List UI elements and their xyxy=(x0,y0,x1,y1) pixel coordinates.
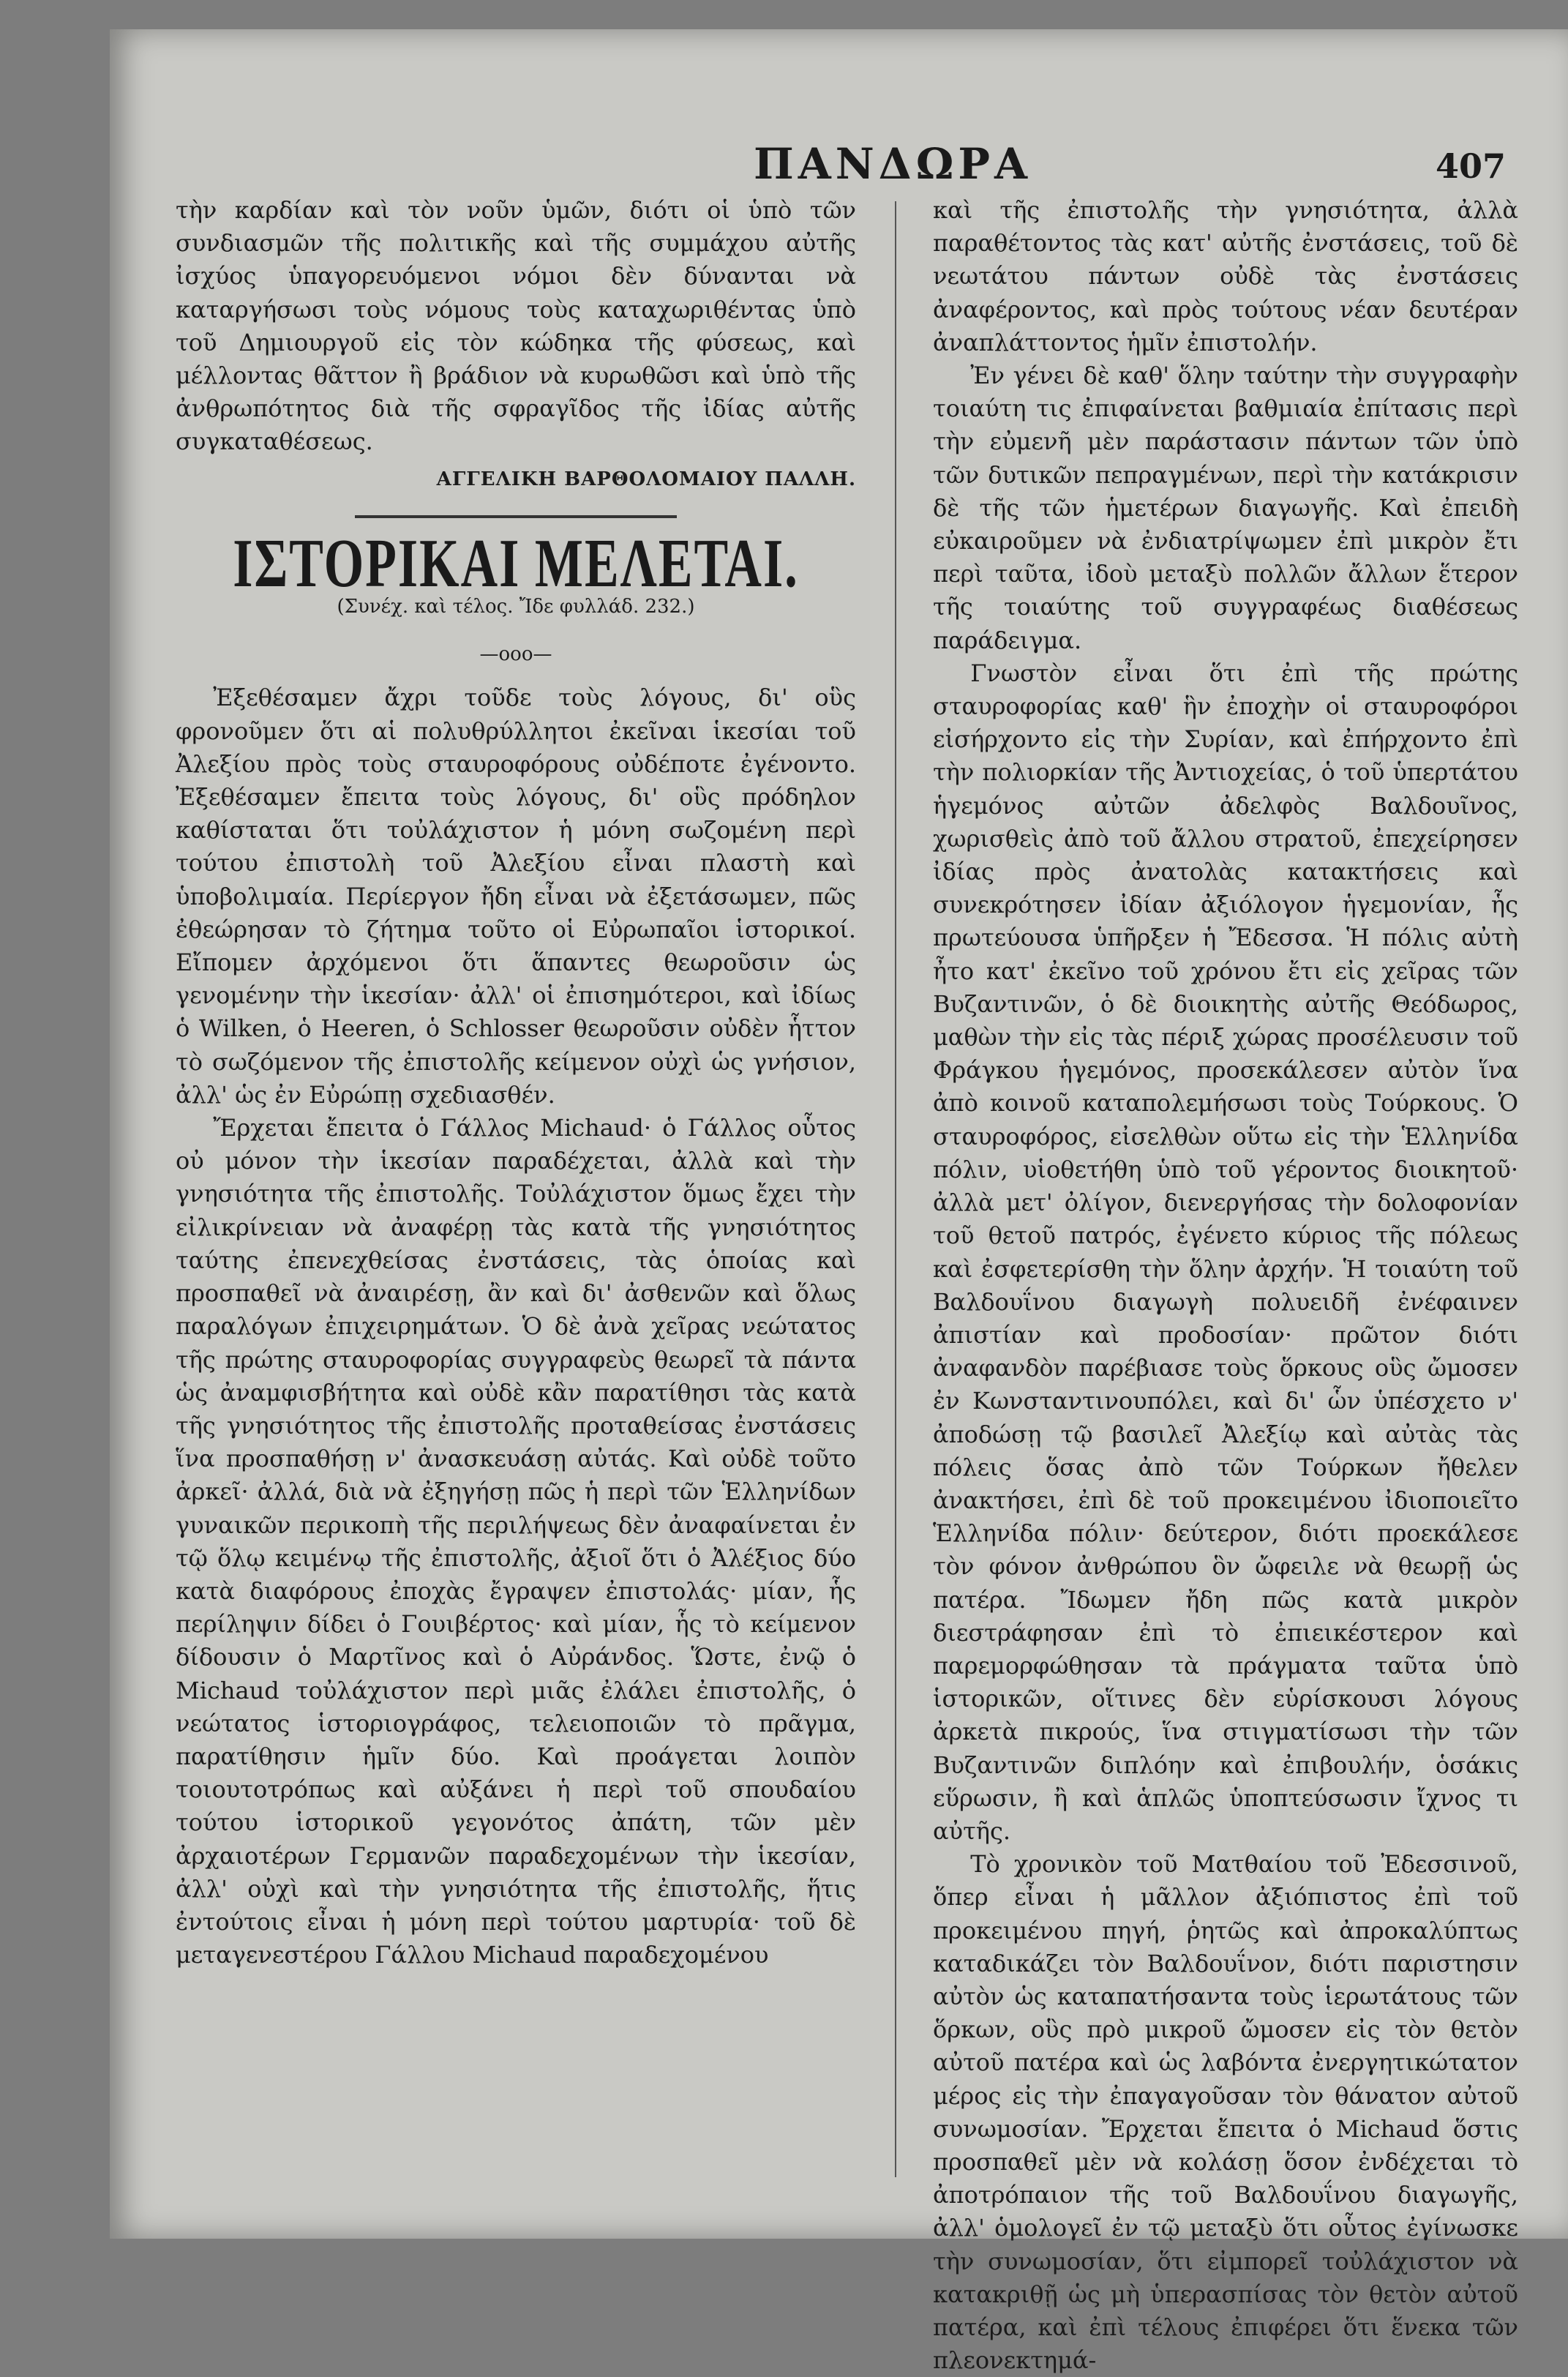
section-title: ΙΣΤΟΡΙΚΑΙ ΜΕΛΕΤΑΙ. xyxy=(233,525,799,602)
right-paragraph-3: Γνωστὸν εἶναι ὅτι ἐπὶ τῆς πρώτης σταυροφορίας καθ' ἣν ἐποχὴν οἱ σταυροφόροι εἰσήρχοντο εἰς τὴν Συρίαν, καὶ ἐπήρχοντο ἐπὶ τὴν πολιορκίαν τῆς Ἀντιοχείας, ὁ τοῦ ὑπερτάτου ἡγεμόνος αὐτῶν ἀδελφὸς Βαλδουῖνος, χωρισθεὶς ἀπὸ τοῦ ἄλλου στρατοῦ, ἐπεχείρησεν ἰδίας πρὸς ἀνατολὰς κατακτήσεις καὶ συνεκρότησεν ἰδίαν ἀξιόλογον ἡγεμονίαν, ἧς πρωτεύουσα ὑπῆρξεν ἡ Ἔδεσσα. Ἡ πόλις αὐτὴ ἦτο κατ' ἐκεῖνο τοῦ χρόνου ἔτι εἰς χεῖρας τῶν Βυζαντινῶν, ὁ δὲ διοικητὴς αὐτῆς Θεόδωρος, μαθὼν τὴν εἰς τὰς πέριξ χώρας προσέλευσιν τοῦ Φράγκου ἡγεμόνος, προσεκάλεσεν αὐτὸν ἵνα ἀπὸ κοινοῦ καταπολεμήσωσι τοὺς Τούρκους. Ὁ σταυροφόρος, εἰσελθὼν οὕτω εἰς τὴν Ἑλληνίδα πόλιν, υἱοθετήθη ὑπὸ τοῦ γέροντος διοικητοῦ· ἀλλὰ μετ' ὀλίγον, διενεργήσας τὴν δολοφονίαν τοῦ θετοῦ πατρός, ἐγένετο κύριος τῆς πόλεως καὶ ἐσφετερίσθη τὴν ὅλην ἀρχήν. Ἡ τοιαύτη τοῦ Βαλδουΐνου διαγωγὴ πολυειδῆ ἐνέφαινεν ἀπιστίαν καὶ προδοσίαν· πρῶτον διότι ἀναφανδὸν παρέβιασε τοὺς ὅρκους οὓς ὤμοσεν ἐν Κωνσταντινουπόλει, καὶ δι' ὧν ὑπέσχετο ν' ἀποδώσῃ τῷ βασιλεῖ Ἀλεξίῳ καὶ αὐτὰς τὰς πόλεις ὅσας ἀπὸ τῶν Τούρκων ἤθελεν ἀνακτήσει, ἐπὶ δὲ τοῦ προκειμένου ἰδιοποιεῖτο Ἑλληνίδα πόλιν· δεύτερον, διότι προεκάλεσε τὸν φόνον ἀνθρώπου ὃν ὤφειλε νὰ θεωρῇ ὡς πατέρα. Ἴδωμεν ἤδη πῶς κατὰ μικρὸν διεστράφησαν ἐπὶ τὸ ἐπιεικέστερον καὶ παρεμορφώθησαν τὰ πράγματα ταῦτα ὑπὸ ἱστορικῶν, οἵτινες δὲν εὑρίσκουσι λόγους ἀρκετὰ πικρούς, ἵνα στιγματίσωσι τὴν τῶν Βυζαντινῶν διπλόην καὶ ἐπιβουλήν, ὁσάκις εὕρωσιν, ἢ καὶ ἁπλῶς ὑποπτεύσωσιν ἴχνος τι αὐτῆς. xyxy=(933,659,1518,1845)
left-paragraph-2: Ἐξεθέσαμεν ἄχρι τοῦδε τοὺς λόγους, δι' οὓς φρονοῦμεν ὅτι αἱ πολυθρύλλητοι ἐκεῖναι ἱκεσίαι τοῦ Ἀλεξίου πρὸς τοὺς σταυροφόρους οὐδέποτε ἐγένοντο. Ἐξεθέσαμεν ἔπειτα τοὺς λόγους, δι' οὓς πρόδηλον καθίσταται ὅτι τοὐλάχιστον ἡ μόνη σωζομένη περὶ τούτου ἐπιστολὴ τοῦ Ἀλεξίου εἶναι πλαστὴ καὶ ὑποβολιμαία. Περίεργον ἤδη εἶναι νὰ ἐξετάσωμεν, πῶς ἐθεώρησαν τὸ ζήτημα τοῦτο οἱ Εὐρωπαῖοι ἱστορικοί. Εἴπομεν ἀρχόμενοι ὅτι ἅπαντες θεωροῦσιν ὡς γενομένην τὴν ἱκεσίαν· ἀλλ' οἱ ἐπισημότεροι, καὶ ἰδίως ὁ Wilken, ὁ Heeren, ὁ Schlosser θεωροῦσιν οὐδὲν ἧττον τὸ σωζόμενον τῆς ἐπιστολῆς κείμενον οὐχὶ ὡς γνήσιον, ἀλλ' ὡς ἐν Εὐρώπῃ σχεδιασθέν. xyxy=(176,684,856,1109)
column-divider xyxy=(895,201,896,2177)
right-column xyxy=(933,194,1518,2375)
section-divider-rule xyxy=(355,515,677,518)
section-continuation-note: (Συνέχ. καὶ τέλος. Ἴδε φυλλάδ. 232.) xyxy=(337,596,695,618)
left-column xyxy=(176,194,856,2214)
left-paragraph-1: τὴν καρδίαν καὶ τὸν νοῦν ὑμῶν, διότι οἱ ὑπὸ τῶν συνδιασμῶν τῆς πολιτικῆς καὶ τῆς συμμάχου αὐτῆς ἰσχύος ὑπαγορευόμενοι νόμοι δὲν δύνανται νὰ καταργήσωσι τοὺς νόμους τοὺς καταχωριθέντας ὑπὸ τοῦ Δημιουργοῦ εἰς τὸν κώδηκα τῆς φύσεως, καὶ μέλλοντας θᾶττον ἢ βράδιον νὰ κυρωθῶσι καὶ ὑπὸ τῆς ἀνθρωπότητος διὰ τῆς σφραγῖδος τῆς ἰδίας αὐτῆς συγκαταθέσεως. xyxy=(176,196,856,456)
right-paragraph-2: Ἐν γένει δὲ καθ' ὅλην ταύτην τὴν συγγραφὴν τοιαύτη τις ἐπιφαίνεται βαθμιαία ἐπίτασις περὶ τὴν εὐμενῆ μὲν παράστασιν πάντων τῶν ὑπὸ τῶν δυτικῶν πεπραγμένων, περὶ τὴν κατάκρισιν δὲ τῆς τῶν ἡμετέρων διαγωγῆς. Καὶ ἐπειδὴ εὐκαιροῦμεν νὰ ἐνδιατρίψωμεν ἐπὶ μικρὸν ἔτι περὶ ταῦτα, ἰδοὺ μεταξὺ πολλῶν ἄλλων ἕτερον τῆς τοιαύτης τοῦ συγγραφέως διαθέσεως παράδειγμα. xyxy=(933,362,1518,654)
right-paragraph-1: καὶ τῆς ἐπιστολῆς τὴν γνησιότητα, ἀλλὰ παραθέτοντος τὰς κατ' αὐτῆς ἐνστάσεις, τοῦ δὲ νεωτάτου πάντων οὐδὲ τὰς ἐνστάσεις ἀναφέροντος, καὶ πρὸς τούτους νέαν δευτέραν ἀναπλάττοντος ἡμῖν ἐπιστολήν. xyxy=(933,196,1518,356)
left-paragraph-3: Ἔρχεται ἔπειτα ὁ Γάλλος Michaud· ὁ Γάλλος οὗτος οὐ μόνον τὴν ἱκεσίαν παραδέχεται, ἀλλὰ καὶ τὴν γνησιότητα τῆς ἐπιστολῆς. Τοὐλάχιστον ὅμως ἔχει τὴν εἰλικρίνειαν νὰ ἀναφέρῃ τὰς κατὰ τῆς γνησιότητος ταύτης ἐπενεχθείσας ἐνστάσεις, τὰς ὁποίας καὶ προσπαθεῖ νὰ ἀναιρέσῃ, ἂν καὶ δι' ἀσθενῶν καὶ ὅλως παραλόγων ἐπιχειρημάτων. Ὁ δὲ ἀνὰ χεῖρας νεώτατος τῆς πρώτης σταυροφορίας συγγραφεὺς θεωρεῖ τὰ πάντα ὡς ἀναμφισβήτητα καὶ οὐδὲ κἂν παρατίθησι τὰς κατὰ τῆς γνησιότητος τῆς ἐπιστολῆς προταθείσας ἐνστάσεις ἵνα προσπαθήσῃ ν' ἀνασκευάσῃ αὐτάς. Καὶ οὐδὲ τοῦτο ἀρκεῖ· ἀλλά, διὰ νὰ ἐξηγήσῃ πῶς ἡ περὶ τῶν Ἑλληνίδων γυναικῶν περικοπὴ τῆς περιλήψεως δὲν ἀναφαίνεται ἐν τῷ ὅλῳ κειμένῳ τῆς ἐπιστολῆς, ἀξιοῖ ὅτι ὁ Ἀλέξιος δύο κατὰ διαφόρους ἐποχὰς ἔγραψεν ἐπιστολάς· μίαν, ἧς περίληψιν δίδει ὁ Γουιβέρτος· καὶ μίαν, ἧς τὸ κείμενον δίδουσιν ὁ Μαρτῖνος καὶ ὁ Αὐράνδος. Ὥστε, ἐνῷ ὁ Michaud τοὐλάχιστον περὶ μιᾶς ἐλάλει ἐπιστολῆς, ὁ νεώτατος ἱστοριογράφος, τελειοποιῶν τὸ πρᾶγμα, παρατίθησιν ἡμῖν δύο. Καὶ προάγεται λοιπὸν τοιουτοτρόπως καὶ αὐξάνει ἡ περὶ τοῦ σπουδαίου τούτου ἱστορικοῦ γεγονότος ἀπάτη, τῶν μὲν ἀρχαιοτέρων Γερμανῶν παραδεχομένων τὴν ἱκεσίαν, ἀλλ' οὐχὶ καὶ τὴν γνησιότητα τῆς ἐπιστολῆς, ἥτις ἐντούτοις εἶναι ἡ μόνη περὶ τούτου μαρτυρία· τοῦ δὲ μεταγενεστέρου Γάλλου Michaud παραδεχομένου xyxy=(176,1114,856,1969)
section-ornament: —ooo— xyxy=(479,643,552,666)
right-paragraph-4: Τὸ χρονικὸν τοῦ Ματθαίου τοῦ Ἐδεσσινοῦ, ὅπερ εἶναι ἡ μᾶλλον ἀξιόπιστος ἐπὶ τοῦ προκειμένου πηγή, ῥητῶς καὶ ἀπροκαλύπτως καταδικάζει τὸν Βαλδουΐνον, διότι παριστησιν αὐτὸν ὡς καταπατήσαντα τοὺς ἱερωτάτους τῶν ὅρκων, οὓς πρὸ μικροῦ ὤμοσεν εἰς τὸν θετὸν αὐτοῦ πατέρα καὶ ὡς λαβόντα ἐνεργητικώτατον μέρος εἰς τὴν ἐπαγαγοῦσαν τὸν θάνατον αὐτοῦ συνωμοσίαν. Ἔρχεται ἔπειτα ὁ Michaud ὅστις προσπαθεῖ μὲν νὰ κολάσῃ ὅσον ἐνδέχεται τὸ ἀποτρόπαιον τῆς τοῦ Βαλδουΐνου διαγωγῆς, ἀλλ' ὁμολογεῖ ἐν τῷ μεταξὺ ὅτι οὗτος ἐγίνωσκε τὴν συνωμοσίαν, ὅτι εἰμπορεῖ τοὐλάχιστον νὰ κατακριθῇ ὡς μὴ ὑπερασπίσας τὸν θετὸν αὐτοῦ πατέρα, καὶ ἐπὶ τέλους ἐπιφέρει ὅτι ἕνεκα τῶν πλεονεκτημά- xyxy=(933,1850,1518,2375)
page-number: 407 xyxy=(1435,146,1506,186)
running-head: ΠΑΝΔΩΡΑ xyxy=(753,139,1032,189)
journal-page xyxy=(110,29,1568,2375)
author-signature: ΑΓΓΕΛΙΚΗ ΒΑΡΘΟΛΟΜΑΙΟΥ ΠΑΛΛΗ. xyxy=(436,468,856,490)
